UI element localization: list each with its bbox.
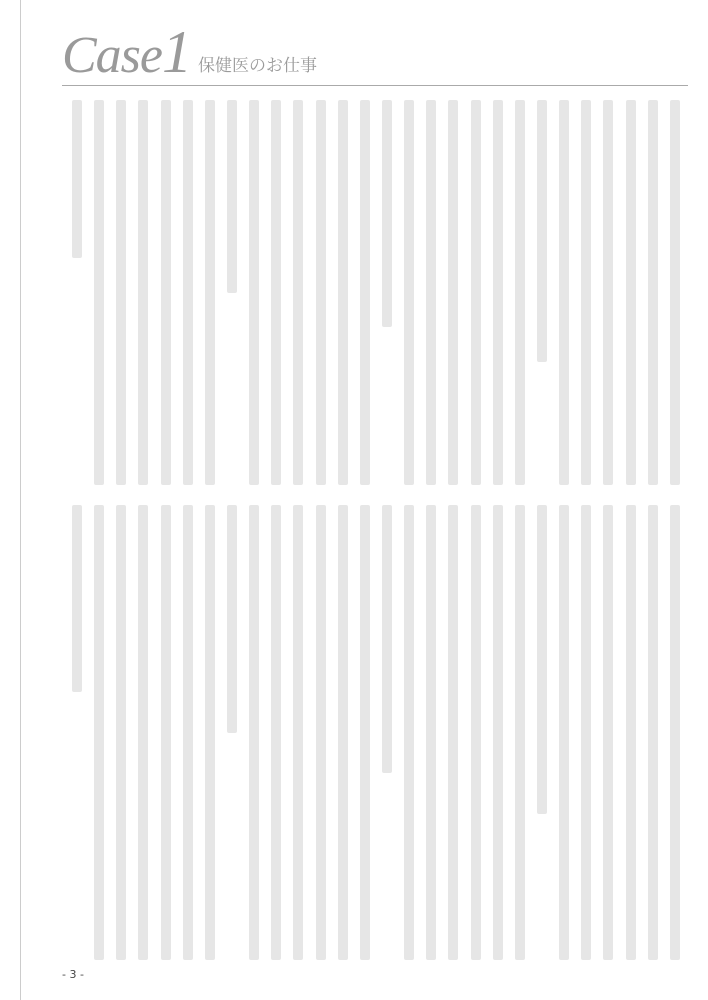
text-column-placeholder (183, 100, 193, 485)
text-column-placeholder (603, 100, 613, 485)
text-column-placeholder (603, 505, 613, 960)
text-column-placeholder (183, 505, 193, 960)
text-column-placeholder (559, 100, 569, 485)
text-column-placeholder (648, 100, 658, 485)
text-column-placeholder (138, 505, 148, 960)
text-column-placeholder (249, 100, 259, 485)
text-column-placeholder (626, 100, 636, 485)
text-column-placeholder (205, 100, 215, 485)
text-column-placeholder (448, 100, 458, 485)
text-column-placeholder (138, 100, 148, 485)
text-column-placeholder (493, 100, 503, 485)
header-rule (62, 85, 688, 86)
text-column-placeholder (493, 505, 503, 960)
text-column-placeholder (537, 100, 547, 362)
text-column-placeholder (205, 505, 215, 960)
text-column-placeholder (227, 505, 237, 733)
chapter-header (62, 19, 317, 85)
text-column-placeholder (581, 100, 591, 485)
text-column-placeholder (338, 100, 348, 485)
text-tier-bottom (72, 505, 680, 960)
text-column-placeholder (271, 100, 281, 485)
text-column-placeholder (471, 505, 481, 960)
text-column-placeholder (537, 505, 547, 814)
text-column-placeholder (271, 505, 281, 960)
text-column-placeholder (559, 505, 569, 960)
text-column-placeholder (161, 100, 171, 485)
text-column-placeholder (227, 100, 237, 293)
text-column-placeholder (293, 505, 303, 960)
text-column-placeholder (72, 505, 82, 692)
text-column-placeholder (626, 505, 636, 960)
text-column-placeholder (116, 505, 126, 960)
text-column-placeholder (316, 505, 326, 960)
text-column-placeholder (382, 505, 392, 773)
text-column-placeholder (670, 100, 680, 485)
text-column-placeholder (360, 100, 370, 485)
text-column-placeholder (426, 505, 436, 960)
margin-rule (20, 0, 21, 1000)
text-column-placeholder (515, 505, 525, 960)
text-column-placeholder (161, 505, 171, 960)
text-column-placeholder (316, 100, 326, 485)
text-column-placeholder (249, 505, 259, 960)
text-column-placeholder (404, 505, 414, 960)
text-column-placeholder (448, 505, 458, 960)
case-label: Case (62, 27, 162, 84)
text-column-placeholder (581, 505, 591, 960)
chapter-subtitle: 保健医のお仕事 (198, 56, 317, 76)
text-column-placeholder (94, 505, 104, 960)
text-column-placeholder (94, 100, 104, 485)
text-column-placeholder (360, 505, 370, 960)
text-column-placeholder (471, 100, 481, 485)
text-column-placeholder (426, 100, 436, 485)
text-tier-top (72, 100, 680, 485)
text-column-placeholder (72, 100, 82, 258)
text-column-placeholder (338, 505, 348, 960)
text-column-placeholder (382, 100, 392, 327)
case-number: 1 (162, 19, 192, 85)
text-column-placeholder (293, 100, 303, 485)
page-number: - 3 - (62, 968, 84, 981)
text-column-placeholder (404, 100, 414, 485)
text-column-placeholder (648, 505, 658, 960)
text-column-placeholder (116, 100, 126, 485)
text-column-placeholder (670, 505, 680, 960)
text-column-placeholder (515, 100, 525, 485)
